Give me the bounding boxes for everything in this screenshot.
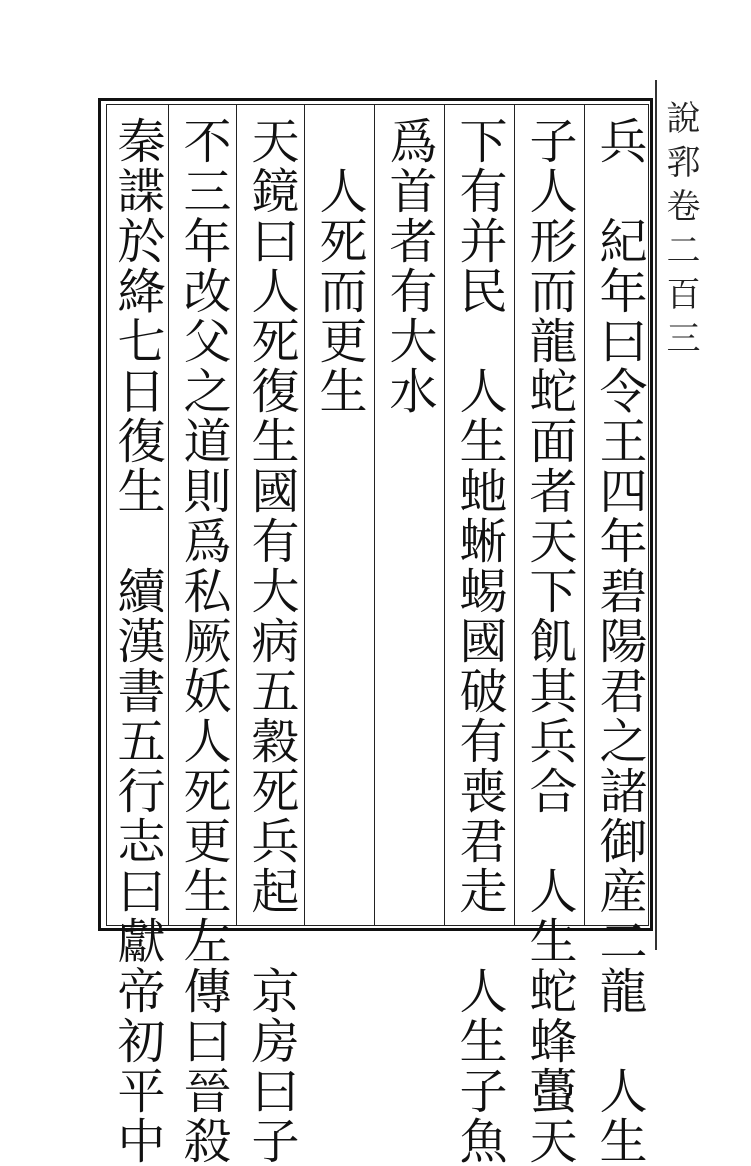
column-rule <box>514 104 515 926</box>
column-rule <box>584 104 585 926</box>
column-rule <box>304 104 305 926</box>
text-column-2: 子人形而龍蛇面者天下飢其兵合 人生蛇蜂蠆天 <box>521 116 577 1166</box>
text-column-5: 人死而更生 <box>311 116 367 416</box>
column-rule <box>168 104 169 926</box>
text-column-6: 天鏡曰人死復生國有大病五穀死兵起 京房曰子 <box>243 116 299 1166</box>
text-column-4: 爲首者有大水 <box>381 116 437 416</box>
text-column-8: 秦諜於絳七日復生 續漢書五行志曰獻帝初平中 <box>109 116 165 1166</box>
column-rule <box>236 104 237 926</box>
margin-label: 說郛卷二百三 <box>660 100 700 364</box>
column-rule <box>444 104 445 926</box>
text-column-1: 兵 紀年曰令王四年碧陽君之諸御産二龍 人生 <box>591 116 647 1166</box>
text-column-3: 下有并民 人生虵蜥蜴國破有喪君走 人生子魚 <box>451 116 507 1166</box>
text-column-7: 不三年改父之道則爲私厥妖人死更生左傳曰晉殺 <box>175 116 231 1166</box>
column-rule <box>374 104 375 926</box>
